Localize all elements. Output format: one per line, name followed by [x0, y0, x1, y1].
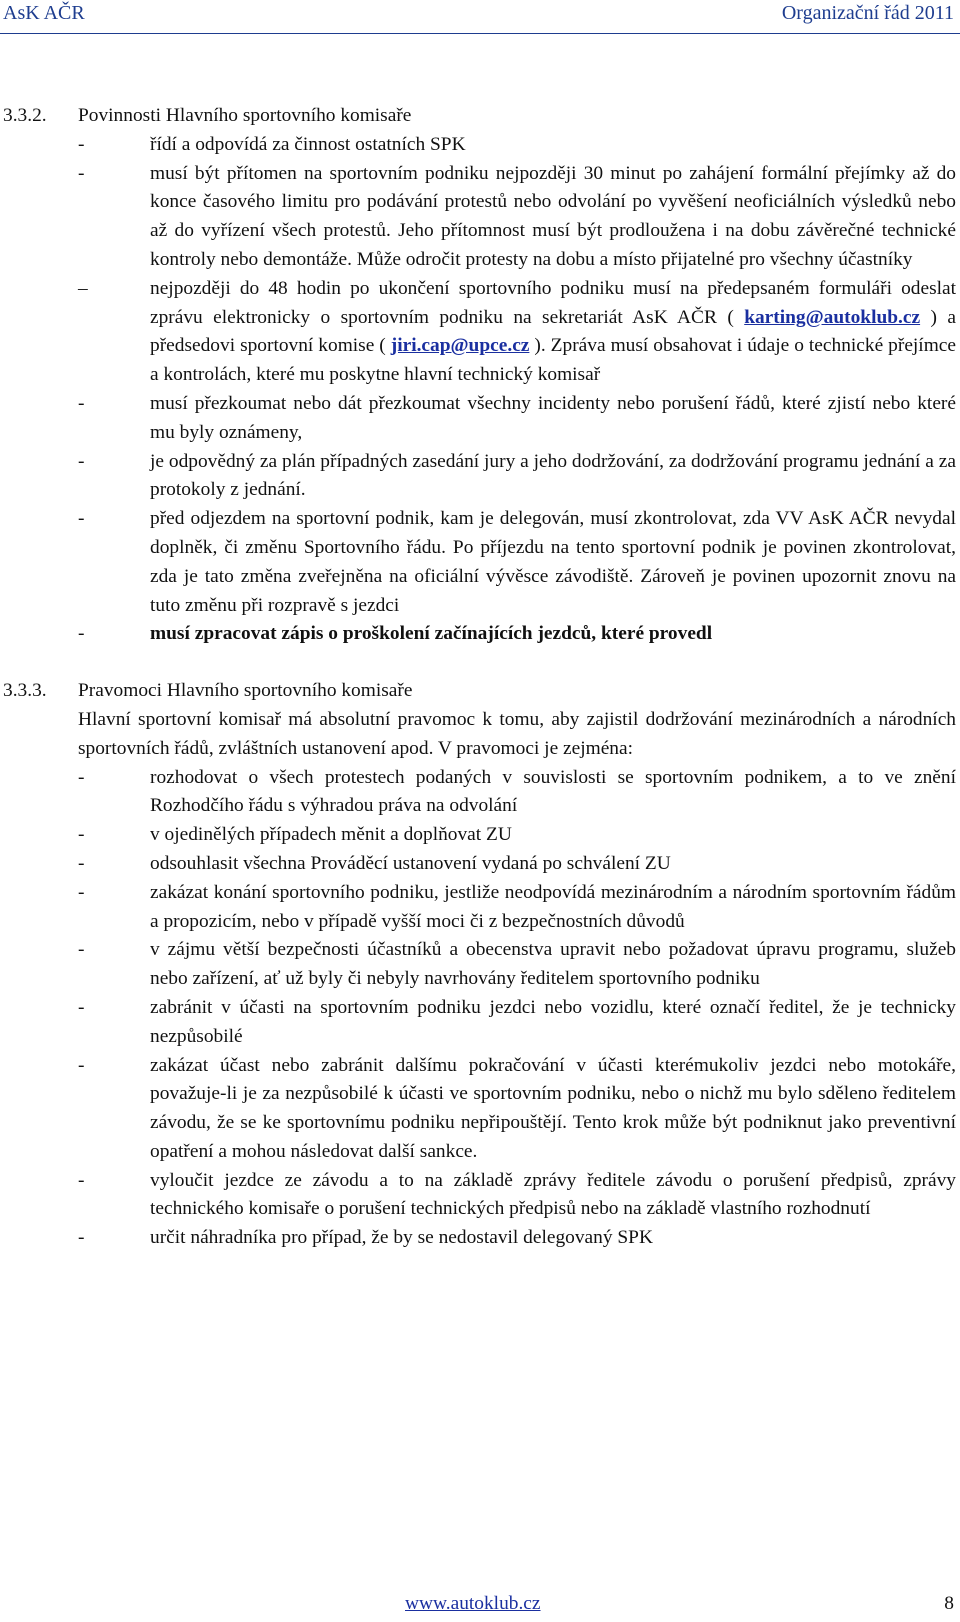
- list-dash: -: [78, 162, 85, 184]
- list-item: [0, 160, 960, 275]
- list-dash: -: [78, 996, 85, 1018]
- section-title: Povinnosti Hlavního sportovního komisaře: [78, 105, 412, 126]
- list-dash: -: [78, 852, 85, 874]
- section-heading: [0, 102, 960, 131]
- section-gap: [0, 649, 960, 677]
- list-item-text: odsouhlasit všechna Prováděcí ustanovení vydaná po schválení ZU: [150, 852, 671, 874]
- list-item-text: určit náhradníka pro případ, že by se nedostavil delegovaný SPK: [150, 1227, 653, 1249]
- section-title: Pravomoci Hlavního sportovního komisaře: [78, 680, 413, 702]
- page-header: [0, 0, 960, 34]
- list-item-text: ). Zpráva musí obsahovat i údaje o technické přejímce a kontrolách, které mu poskytne hlavní technický komisař: [150, 335, 956, 386]
- page-number: 8: [944, 1593, 954, 1614]
- section-number: 3.3.2.: [3, 105, 47, 126]
- list-item-text-bold: musí zpracovat zápis o proškolení začínajících jezdců, které provedl: [150, 623, 713, 645]
- list-item: [0, 131, 960, 160]
- section-intro: Hlavní sportovní komisař má absolutní pravomoc k tomu, aby zajistil dodržování mezinárodních a národních sportovních řádů, zvláštních ustanovení apod. V pravomoci je zejména:: [78, 708, 956, 759]
- list-dash: -: [78, 508, 85, 530]
- list-dash: -: [78, 824, 85, 846]
- list-item-text: v zájmu větší bezpečnosti účastníků a obecenstva upravit nebo požadovat úpravu programu, služeb nebo zařízení, ať už byly či nebyly navrhovány ředitelem sportovního podniku: [150, 939, 956, 990]
- list-item-text: před odjezdem na sportovní podnik, kam je delegován, musí zkontrolovat, zda VV AsK AČR nevydal doplněk, či změnu Sportovního řádu. Po příjezdu na tento sportovní podnik je povinen zkontrolovat, zda je tato změna zveřejněna na oficiální vývěsce závodiště. Zároveň je povinen upozornit znovu na tuto změnu při rozpravě s jezdci: [150, 508, 956, 616]
- list-item: [0, 505, 960, 620]
- list-dash: -: [78, 450, 85, 472]
- list-item: [0, 879, 960, 937]
- list-item: [0, 850, 960, 879]
- list-item-text: ) a předsedovi sportovní komise (: [150, 306, 956, 357]
- list-item-text: zakázat konání sportovního podniku, jestliže neodpovídá mezinárodním a národním sportovním řádům a propozicím, nebo v případě vyšší moci či z bezpečnostních důvodů: [150, 881, 956, 932]
- list-item-text: rozhodovat o všech protestech podaných v souvislosti se sportovním podnikem, a to ve znění Rozhodčího řádu s výhradou práva na odvolání: [150, 766, 956, 817]
- list-item-text: musí být přítomen na sportovním podniku nejpozději 30 minut po zahájení formální přejímky až do konce časového limitu pro podávání protestů nebo odvolání po vyvěšení neoficiálních výsledků nebo až do vyřízení všech protestů. Jeho přítomnost musí být prodloužena i na dobu závěrečné technické kontroly nebo demontáže. Může odročit protesty na dobu a místo přijatelné pro všechny účastníky: [150, 162, 956, 270]
- header-document-title: Organizační řád 2011: [781, 2, 954, 24]
- list-dash: -: [78, 1169, 85, 1191]
- list-item: [0, 764, 960, 822]
- list-dash: –: [78, 277, 88, 299]
- list-dash: -: [78, 133, 85, 155]
- header-rule: [0, 33, 960, 34]
- list-item: [0, 390, 960, 448]
- list-dash: -: [78, 1054, 85, 1076]
- list-item: [0, 994, 960, 1052]
- section-number: 3.3.3.: [3, 680, 47, 702]
- section-heading: [0, 677, 960, 706]
- email-link-karting[interactable]: karting@autoklub.cz: [744, 306, 921, 328]
- header-organization: AsK AČR: [3, 2, 85, 24]
- footer-website-link[interactable]: www.autoklub.cz: [405, 1593, 541, 1614]
- section-3-3-3: [0, 677, 960, 1253]
- list-item-text: řídí a odpovídá za činnost ostatních SPK: [150, 133, 466, 155]
- list-item: [0, 620, 960, 649]
- list-item: [0, 936, 960, 994]
- list-dash: -: [78, 881, 85, 903]
- list-dash: -: [78, 623, 85, 645]
- list-dash: -: [78, 939, 85, 961]
- list-item: [0, 821, 960, 850]
- section-3-3-2: [0, 102, 960, 649]
- list-dash: -: [78, 392, 85, 414]
- list-item: [0, 448, 960, 506]
- list-item-text: nejpozději do 48 hodin po ukončení sportovního podniku musí na předepsaném formuláři odeslat zprávu elektronicky o sportovním podniku na sekretariát AsK AČR (: [150, 277, 956, 328]
- list-item: [0, 1167, 960, 1225]
- list-dash: -: [78, 1227, 85, 1249]
- list-item: [0, 1052, 960, 1167]
- list-item: [0, 275, 960, 390]
- page-content: [0, 102, 960, 1253]
- list-dash: -: [78, 766, 85, 788]
- page-footer: [0, 1593, 960, 1619]
- list-item: [0, 1224, 960, 1253]
- list-item-text: zakázat účast nebo zabránit dalšímu pokračování v účasti kterémukoliv jezdci nebo motokáře, považuje-li je za nezpůsobilé k účasti ve sportovním podniku, nebo o nichž mu bylo sděleno ředitelem závodu, že se ke sportovnímu podniku nepřipouštějí. Tento krok může být podniknut jako preventivní opatření a mohou následovat další sankce.: [150, 1054, 956, 1162]
- list-item-text: v ojedinělých případech měnit a doplňovat ZU: [150, 824, 512, 846]
- list-item-text: zabránit v účasti na sportovním podniku jezdci nebo vozidlu, které označí ředitel, že je technicky nezpůsobilé: [150, 996, 956, 1047]
- email-link-chairman[interactable]: jiri.cap@upce.cz: [390, 335, 530, 357]
- list-item-text: je odpovědný za plán případných zasedání jury a jeho dodržování, za dodržování programu jednání a za protokoly z jednání.: [150, 450, 956, 501]
- list-item-text: vyloučit jezdce ze závodu a to na základě zprávy ředitele závodu o porušení předpisů, zprávy technického komisaře o porušení technických předpisů nebo na základě vlastního rozhodnutí: [150, 1169, 956, 1220]
- list-item-text: musí přezkoumat nebo dát přezkoumat všechny incidenty nebo porušení řádů, které zjistí nebo které mu byly oznámeny,: [150, 392, 956, 443]
